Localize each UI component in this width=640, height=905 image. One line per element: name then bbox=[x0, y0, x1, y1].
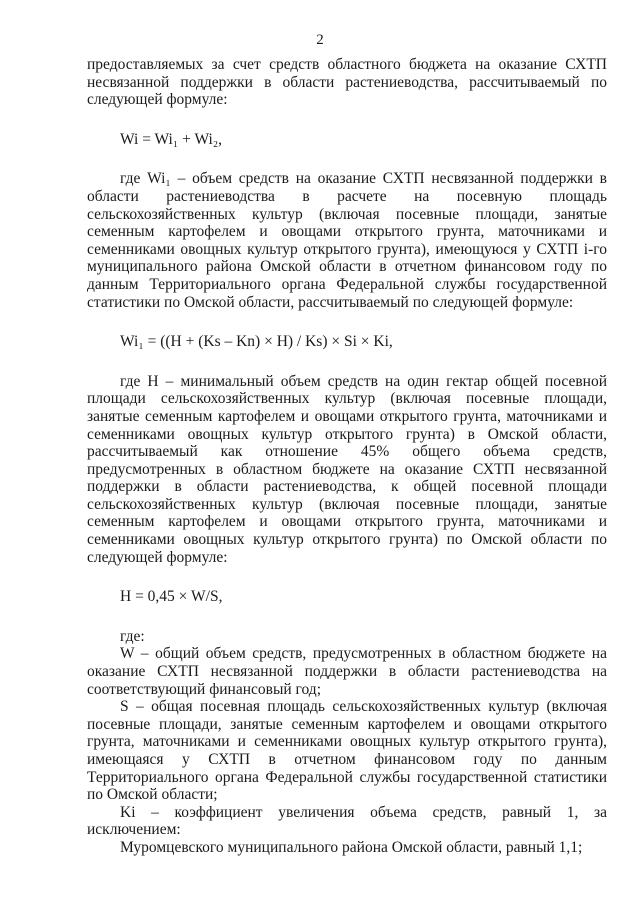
document-body bbox=[87, 56, 607, 857]
paragraph-s-definition: S – общая посевная площадь сельскохозяйственных культур (включая посевные площади, занятые семенным картофелем и овощами открытого грунта, маточниками и семенниками овощных культур открытого грунта), имеющаяся у СХТП в отчетном финансовом году по данным Территориального органа Федеральной службы государственной статистики по Омской области; bbox=[87, 698, 607, 804]
paragraph-wi1-definition: где Wi₁ – объем средств на оказание СХТП несвязанной поддержки в области растениеводства в расчете на посевную площадь сельскохозяйственных культур (включая посевные площади, занятые семенным картофелем и овощами открытого грунта, маточниками и семенниками овощных культур открытого грунта), имеющуюся у СХТП i-го муниципального района Омской области в отчетном финансовом году по данным Территориального органа Федеральной службы государственной статистики по Омской области, рассчитываемый по следующей формуле: bbox=[87, 170, 607, 311]
page-number: 2 bbox=[316, 32, 324, 48]
formula-wi: Wi = Wi₁ + Wi₂, bbox=[120, 130, 223, 148]
paragraph-intro: предоставляемых за счет средств областного бюджета на оказание СХТП несвязанной поддержки в области растениеводства, рассчитываемый по следующей формуле: bbox=[87, 56, 607, 109]
paragraph-muromtsevo: Муромцевского муниципального района Омской области, равный 1,1; bbox=[120, 838, 583, 856]
formula-wi1: Wi₁ = ((H + (Ks – Kn) × H) / Ks) × Si × Ki, bbox=[120, 333, 393, 351]
paragraph-w-definition: W – общий объем средств, предусмотренных в областном бюджете на оказание СХТП несвязанной поддержки в области растениеводства на соответствующий финансовый год; bbox=[87, 645, 607, 698]
paragraph-ki-definition: Ki – коэффициент увеличения объема средств, равный 1, за исключением: bbox=[87, 803, 607, 839]
paragraph-h-definition: где H – минимальный объем средств на один гектар общей посевной площади сельскохозяйственных культур (включая посевные площади, занятые семенным картофелем и овощами открытого грунта, маточниками и семенниками овощных культур открытого грунта) в Омской области, рассчитываемый как отношение 45% общего объема средств, предусмотренных в областном бюджете на оказание СХТП несвязанной поддержки в области растениеводства, к общей посевной площади сельскохозяйственных культур (включая посевные площади, занятые семенным картофелем и овощами открытого грунта, маточниками и семенниками овощных культур открытого грунта) по Омской области по следующей формуле: bbox=[87, 372, 607, 566]
formula-h: H = 0,45 × W/S, bbox=[120, 588, 223, 606]
paragraph-where: где: bbox=[120, 627, 145, 645]
